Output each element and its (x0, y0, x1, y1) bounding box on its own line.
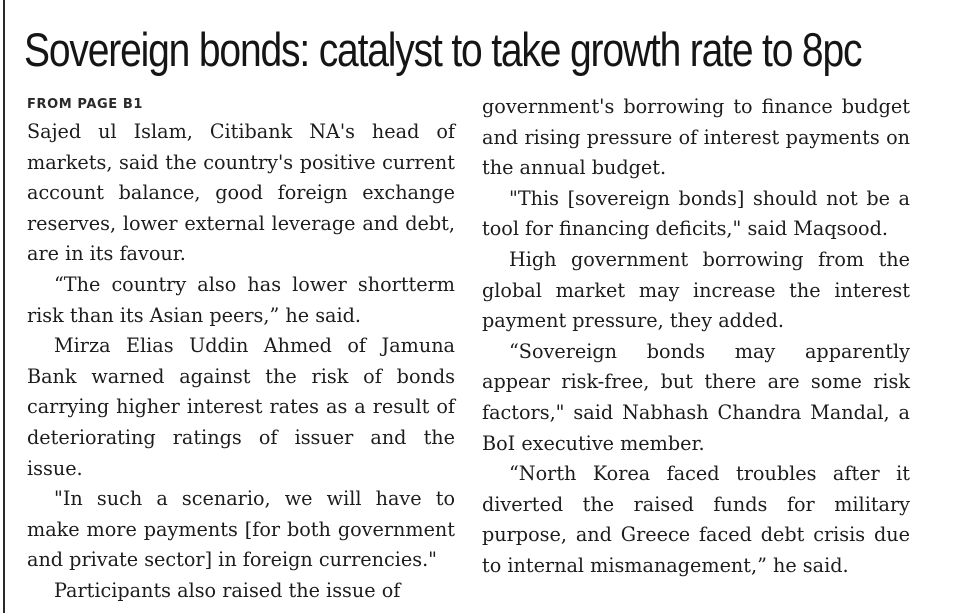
article-column-left (27, 92, 455, 607)
paragraph: government's borrowing to finance budget and rising pressure of interest payments on the annual budget. (482, 95, 910, 180)
paragraph: Participants also raised the issue of (54, 578, 401, 602)
paragraph: "This [sovereign bonds] should not be a tool for financing deficits," said Maqsood. (482, 186, 910, 241)
paragraph: “North Korea faced troubles after it diverted the raised funds for military purpose, and Greece faced debt crisis due to internal mismanagement,” he said. (482, 462, 910, 577)
paragraph: “The country also has lower shortterm risk than its Asian peers,” he said. (27, 272, 455, 327)
continuation-kicker: FROM PAGE B1 (27, 97, 144, 112)
paragraph: High government borrowing from the global market may increase the interest payment pressure, they added. (482, 247, 910, 333)
paragraph: Sajed ul Islam, Citibank NA's head of markets, said the country's positive current account balance, good foreign exchange reserves, lower external leverage and debt, are in its favour. (27, 120, 455, 266)
paragraph: “Sovereign bonds may apparently appear risk-free, but there are some risk factors," said Nabhash Chandra Mandal, a BoI executive member. (482, 339, 910, 455)
article-column-right (482, 92, 910, 582)
headline: Sovereign bonds: catalyst to take growth rate to 8pc (24, 23, 862, 76)
paragraph: "In such a scenario, we will have to make more payments [for both government and private sector] in foreign currencies." (27, 487, 455, 572)
paragraph: Mirza Elias Uddin Ahmed of Jamuna Bank warned against the risk of bonds carrying higher interest rates as a result of deteriorating ratings of issuer and the issue. (27, 334, 455, 480)
column-rule (3, 0, 5, 613)
